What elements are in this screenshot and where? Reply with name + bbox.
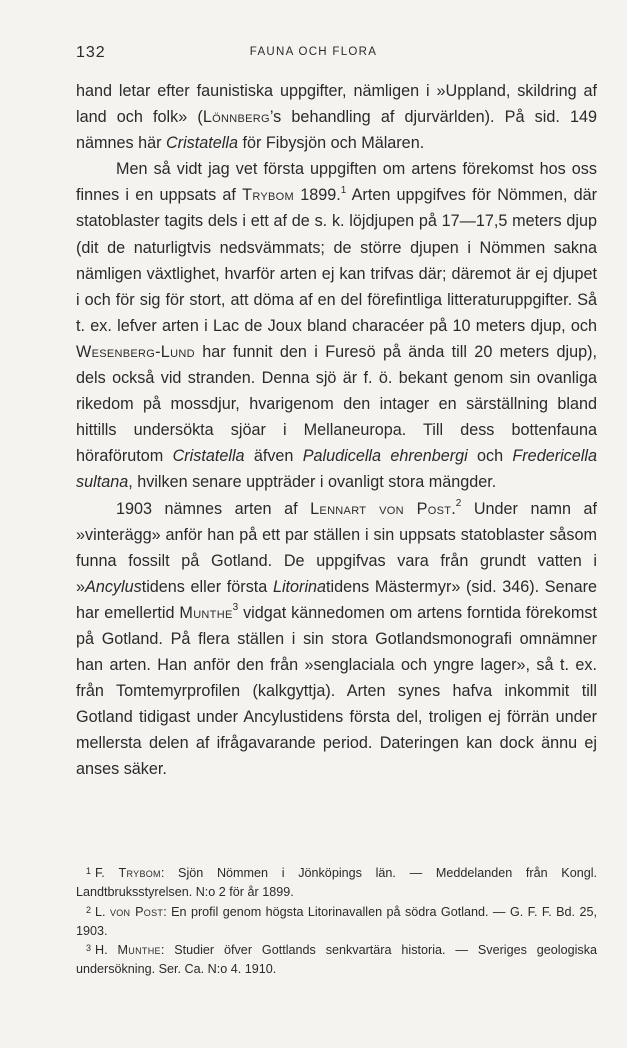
paragraph-3: 1903 nämnes arten af Lennart von Post.$^2$ Under namn af »vinterägg» anför han på ett par ställen i sin uppsats statoblaster såsom funna fossilt på Gotland. De uppgifvas vara från grundt vatten i »Ancylustidens eller första Litorinatidens Mästermyr» (sid. 346). Senare har emellertid Munthe$^3$ vidgat kännedomen om artens forntida förekomst på Gotland. På flera ställen i sin stora Gotlandsmonografi omnämner han arten. Han anför den från »senglaciala och yngre lager», så t. ex. från Tomtemyrprofilen (kalkgyttja). Arten synes hafva inkommit till Gotland tidigast under Ancylustidens första del, troligen ej förrän under mellersta delen af ifrågavarande period. Dateringen kan dock ännu ej anses säker. — [76, 498, 597, 779]
species-name: Paludicella ehrenbergi — [302, 447, 468, 466]
footnote-2: $^2$ L. von Post: En profil genom högsta Litorinavallen på södra Gotland. — G. F. F. Bd. 25, 1903. — [76, 904, 597, 938]
period-name: Litorina — [272, 577, 327, 596]
footnote-ref-1: 1 — [340, 184, 347, 196]
period-name: Ancylus — [85, 577, 142, 596]
species-name: Fredericella sultana — [76, 447, 597, 492]
footnote-3: $^3$ H. Munthe: Studier öfver Gottlands senkvartära historia. — Sveriges geologiska undersökning. Ser. Ca. N:o 4. 1910. — [76, 943, 598, 977]
author-name: Trybom — [242, 186, 294, 205]
author-name: Lönnberg — [202, 108, 270, 127]
footnote-1: $^1$ F. Trybom: Sjön Nömmen i Jönköpings län. — Meddelanden från Kongl. Landtbruksstyrelsen. N:o 2 för år 1899. — [76, 866, 598, 900]
page-header — [0, 44, 627, 66]
footnote-ref-2: 2 — [455, 498, 462, 510]
species-name: Cristatella — [172, 447, 245, 466]
body-text — [76, 78, 597, 783]
author-name: Lennart von Post — [310, 499, 452, 518]
footnote-ref-3: 3 — [232, 602, 239, 614]
running-head: FAUNA OCH FLORA — [249, 46, 378, 58]
page-number: 132 — [76, 44, 106, 61]
paragraph-2: Men så vidt jag vet första uppgiften om artens förekomst hos oss finnes i en uppsats af Trybom 1899.$^1$ Arten uppgifves för Nömmen, där statoblaster tagits dels i ett af de s. k. löjdjupen på 17—17,5 meters djup (dit de naturligtvis nedsvämmats; de större djupen i Nömmen sakna nämligen växtlighet, hvarför arten ej kan trifvas där; däremot är ej djupet i och för sig för stort, att döma af en del förefintliga litteraturuppgifter. Så t. ex. lefver arten i Lac de Joux bland characéer på 10 meters djup, och Wesenberg-Lund har funnit den i Furesö på ända till 20 meters djup), dels också vid stranden. Denna sjö är f. ö. bekant genom sin ovanliga rikedom på mossdjur, hvarigenom den intager en särställning bland hittills undersökta sjöar i Mellaneuropa. Till dess bottenfauna höraförutom Cristatella äfven Paludicella ehrenbergi och Fredericella sultana, hvilken senare uppträder i ovanligt stora mängder. — [76, 160, 597, 492]
author-name: Wesenberg-Lund — [76, 342, 195, 361]
author-name: Munthe — [179, 603, 233, 622]
species-name: Cristatella — [165, 134, 238, 153]
paragraph-1: hand letar efter faunistiska uppgifter, nämligen i »Uppland, skildring af land och folk» (Lönnberg’s behandling af djurvärlden). På sid. 149 nämnes här Cristatella för Fibysjön och Mälaren. — [76, 82, 597, 153]
footnotes — [76, 864, 597, 980]
